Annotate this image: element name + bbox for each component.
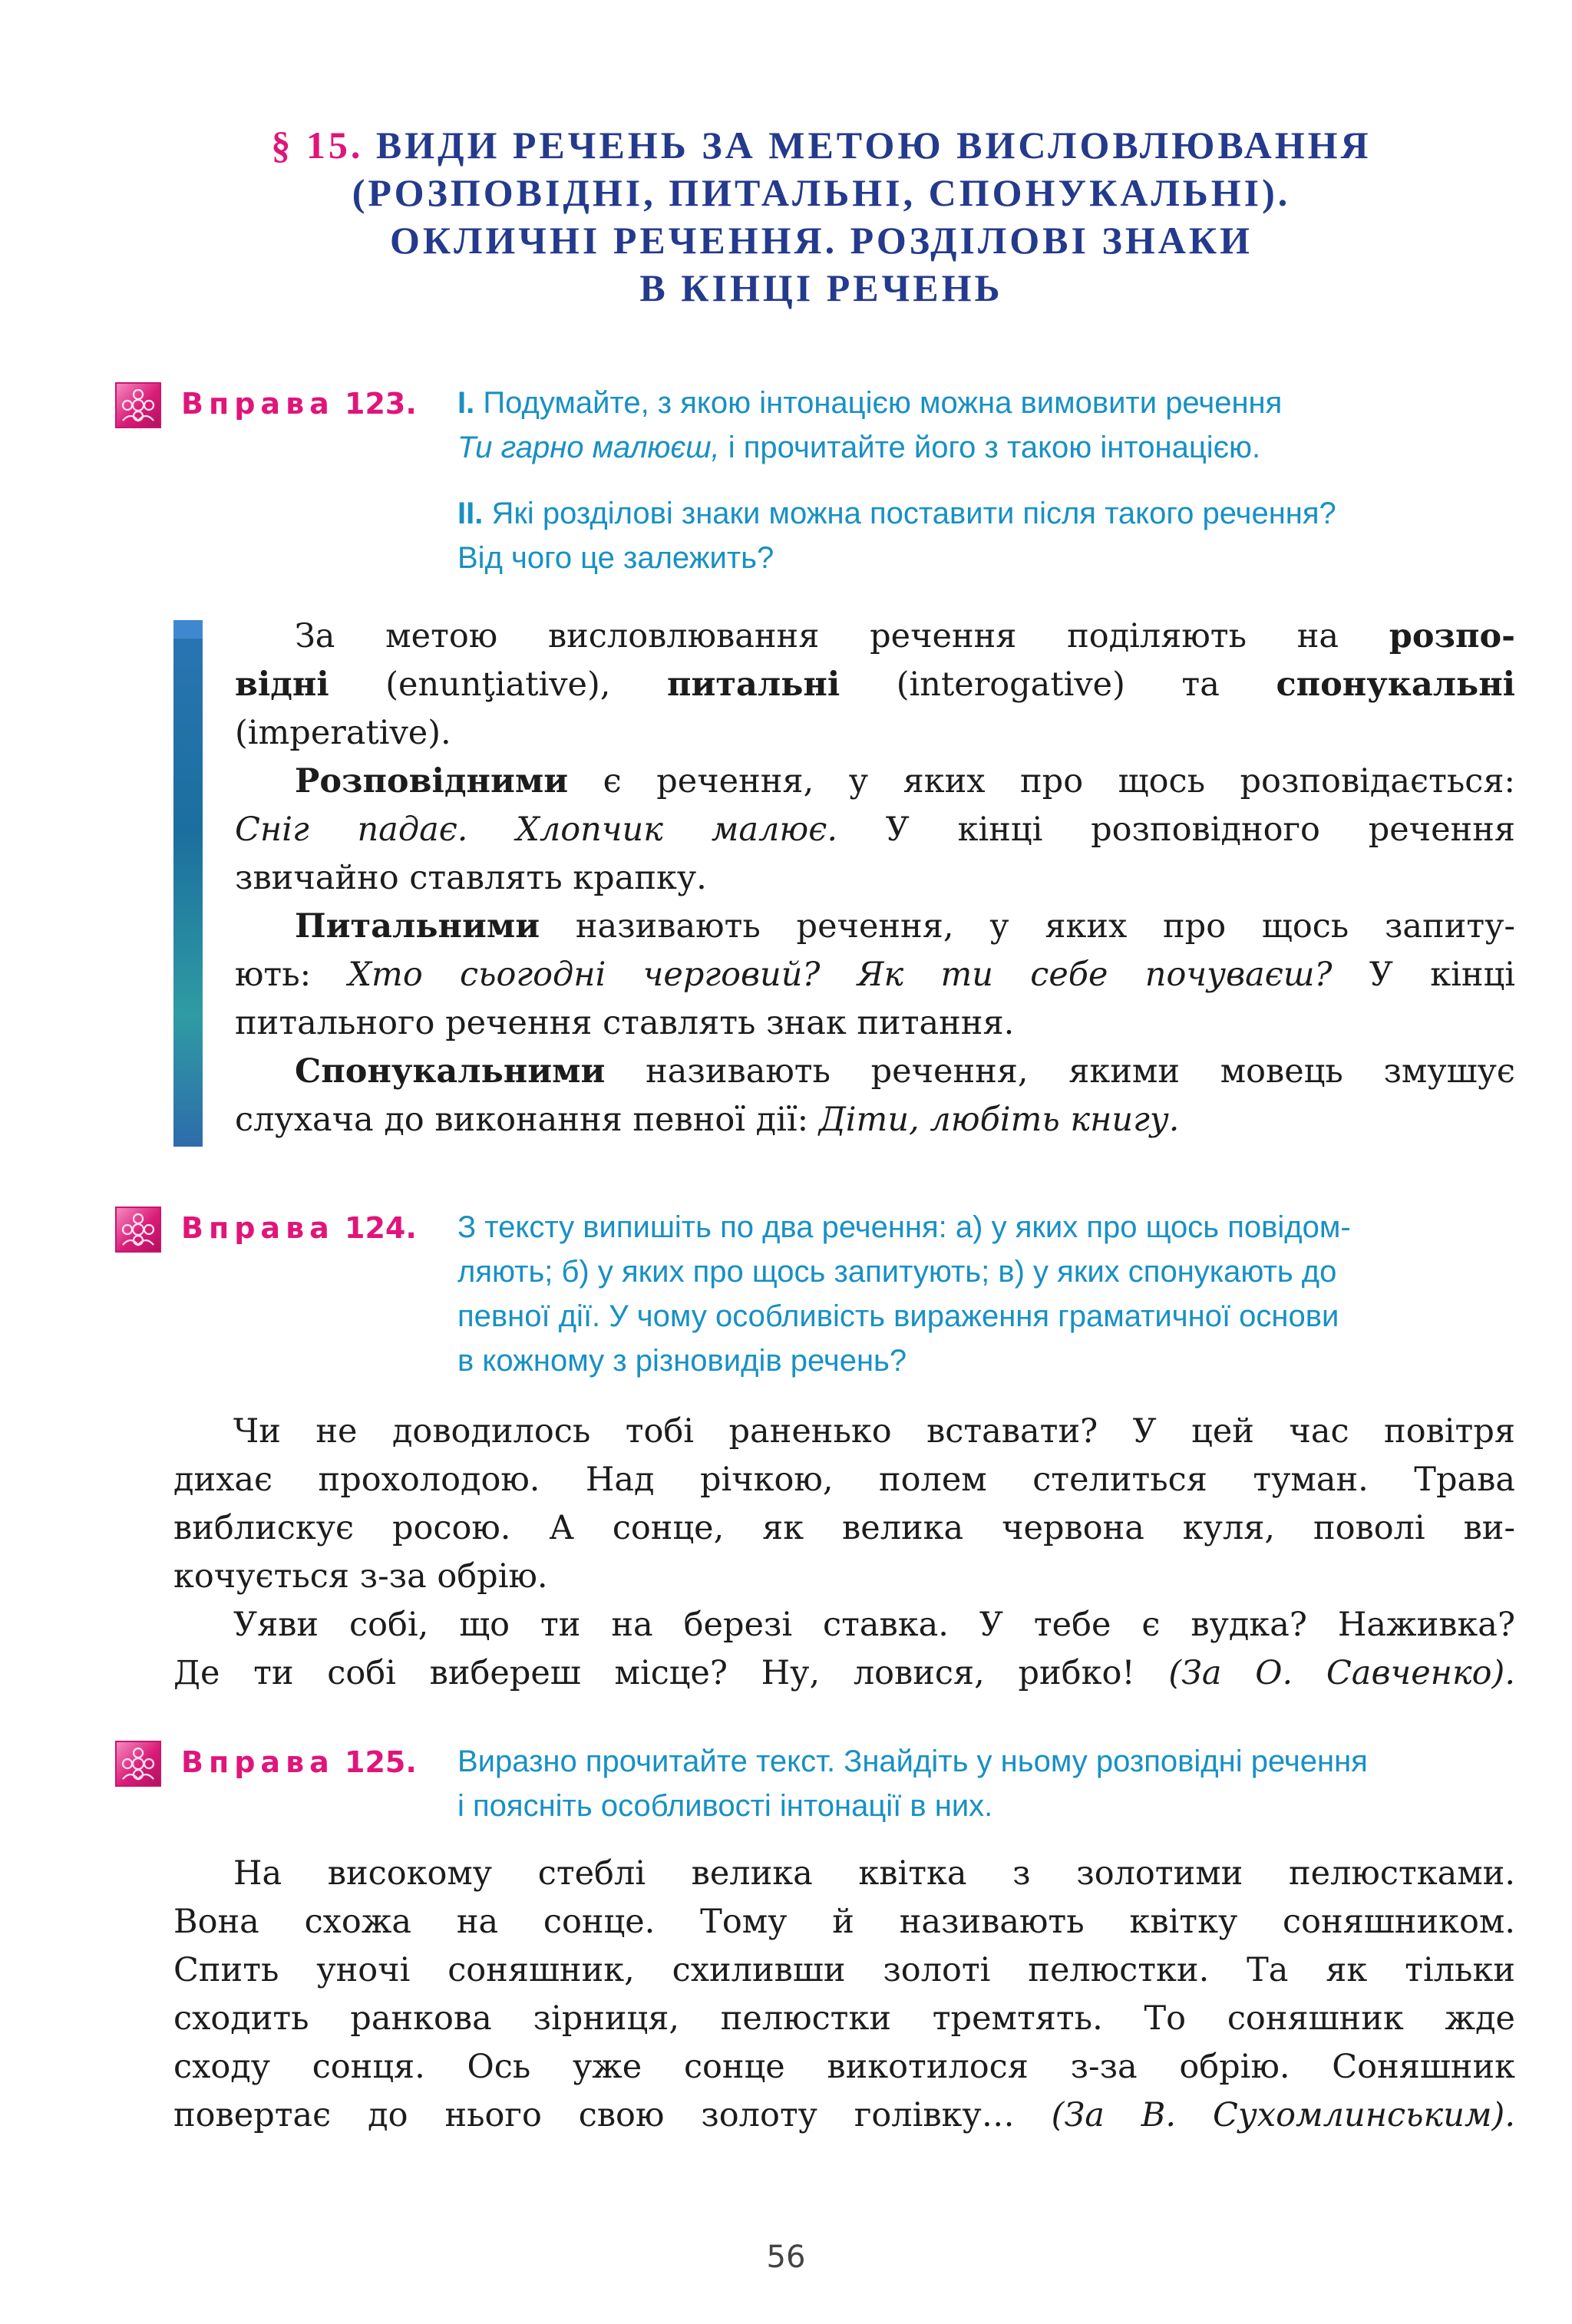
rule-text: За метою висловлювання речення поділяють на розпо- відні (enunţiative), питальні (interogative) та спонукальні (imperative). Розповідними є речення, у яких про щось розповідається: Сніг падає. Хлопчик малює. У кінці розповідного речення звичайно ставлять крапку. Питальними називають речення, у яких про щось запиту- ють: Хто сьогодні черговий? Як ти себе почуваєш? У кінці питального речення ставлять знак питання. Спонукальними називають речення, якими мовець змушує слухача до виконання певної дії: Діти, любіть книгу.: [235, 617, 1515, 1139]
exercise-125-label: Вправа 125.: [181, 1745, 417, 1779]
exercise-flower-icon: [115, 382, 161, 428]
title-line-1: § 15. ВИДИ РЕЧЕНЬ ЗА МЕТОЮ ВИСЛОВЛЮВАННЯ: [271, 124, 1372, 167]
rule-side-bar: [173, 620, 203, 1147]
exercise-123-label: Вправа 123.: [181, 387, 417, 421]
exercise-125-text: На високому стеблі велика квітка з золотими пелюстками. Вона схожа на сонце. Тому й називають квітку соняшником. Спить уночі соняшник, схиливши золоті пелюстки. Та як тільки сходить ранкова зірниця, пелюстки тремтять. То соняшник жде сходу сонця. Ось уже сонце викотилося з-за обрію. Соняшник повертає до нього свою золоту голівку… (За В. Сухомлинським).: [173, 1854, 1515, 2134]
exercise-flower-icon: [115, 1207, 161, 1253]
title-line-3: ОКЛИЧНІ РЕЧЕННЯ. РОЗДІЛОВІ ЗНАКИ: [390, 219, 1253, 262]
page-number: 56: [766, 2240, 806, 2275]
exercise-125-task: Виразно прочитайте текст. Знайдіть у ньому розповідні речення і поясніть особливості інтонації в них.: [457, 1745, 1368, 1823]
exercise-flower-icon: [115, 1741, 161, 1787]
title-line-2: (РОЗПОВІДНІ, ПИТАЛЬНІ, СПОНУКАЛЬНІ).: [352, 171, 1291, 214]
exercise-124-task: З тексту випишіть по два речення: а) у яких про щось повідом- ляють; б) у яких про щось запитують; в) у яких спонукають до певної дії. У чому особливість вираження граматичної основи в кожному з різновидів речень?: [457, 1210, 1351, 1378]
exercise-124-text: Чи не доводилось тобі раненько вставати? У цей час повітря дихає прохолодою. Над річкою, полем стелиться туман. Трава виблискує росою. А сонце, як велика червона куля, поволі ви- кочується з-за обрію. Уяви собі, що ти на березі ставка. У тебе є вудка? Наживка? Де ти собі вибереш місце? Ну, ловися, рибко! (За О. Савченко).: [173, 1412, 1515, 1692]
exercise-123-task-1: I. Подумайте, з якою інтонацією можна вимовити речення Ти гарно малюєш, і прочитайте його з такою інтонацією.: [457, 386, 1283, 464]
exercise-123-task-2: II. Які розділові знаки можна поставити після такого речення? Від чого це залежить?: [457, 497, 1336, 575]
exercise-124-label: Вправа 124.: [181, 1211, 417, 1245]
section-number: § 15.: [271, 124, 364, 167]
section-title: [192, 121, 1451, 312]
title-line-4: В КІНЦІ РЕЧЕНЬ: [639, 266, 1003, 309]
